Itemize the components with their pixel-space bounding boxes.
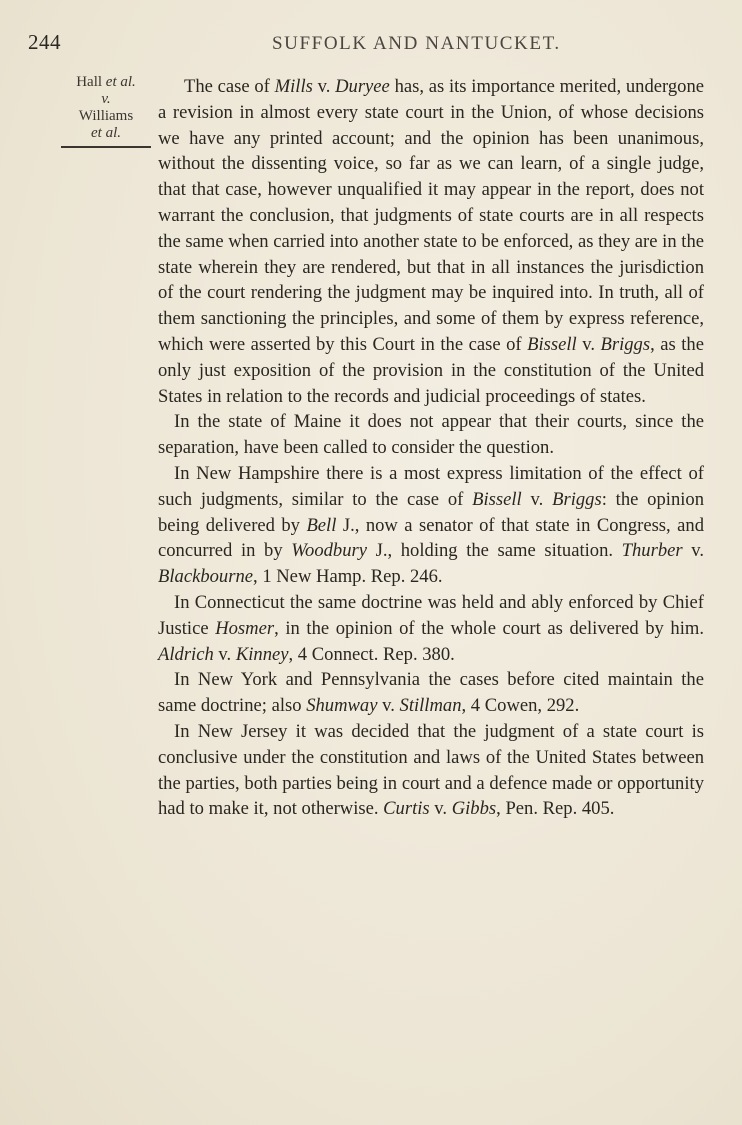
text-segment: J., now a senator of that state in Congress, and concurred in by — [158, 514, 704, 562]
case-citation-italic: Hosmer — [215, 617, 275, 639]
text-segment: v. — [429, 798, 452, 820]
versus: v. — [101, 91, 111, 107]
case-citation-italic: Duryee — [335, 76, 390, 97]
text-segment: , 4 Connect. Rep. 380. — [288, 643, 455, 665]
text-segment: v. — [312, 76, 336, 97]
text-segment: , 4 Cowen, 292. — [461, 695, 580, 717]
case-name-margin-note — [50, 74, 162, 148]
case-citation-italic: Kinney — [235, 643, 289, 665]
text-segment: In the state of Maine it does not appear that their courts, since the separation, have been called to consider the question. — [158, 411, 704, 459]
case-citation-italic: Gibbs — [451, 798, 497, 820]
text-segment: , 1 New Hamp. Rep. 246. — [253, 566, 443, 588]
paragraph — [158, 461, 704, 590]
text-segment: v. — [521, 488, 553, 510]
text-segment: v. — [576, 333, 601, 355]
paragraph — [158, 590, 704, 667]
plaintiff-name: Hall — [76, 74, 103, 90]
page-number: 244 — [28, 30, 61, 54]
margin-note-plaintiff-line — [50, 74, 162, 91]
paragraph — [158, 719, 704, 822]
text-segment: v. — [377, 695, 400, 717]
text-segment: The case of — [184, 76, 275, 97]
text-segment: : the opinion being delivered by — [158, 488, 704, 536]
case-citation-italic: Shumway — [306, 695, 378, 717]
case-citation-italic: Curtis — [383, 798, 430, 820]
text-segment: In New York and Pennsylvania the cases before cited maintain the same doctrine; also — [158, 669, 704, 717]
case-citation-italic: Thurber — [621, 540, 683, 562]
running-title: SUFFOLK AND NANTUCKET. — [272, 33, 561, 54]
text-segment: J., holding the same situation. — [367, 540, 622, 562]
text-segment: , in the opinion of the whole court as delivered by him. — [274, 617, 704, 639]
case-citation-italic: Briggs — [600, 333, 651, 355]
text-segment: v. — [682, 540, 704, 562]
text-segment: In New Jersey it was decided that the judgment of a state court is conclusive under the constitution and laws of the United States between the parties, both parties being in court and a defence made or opportunity had to make it, not otherwise. — [158, 720, 704, 820]
margin-note-rule — [61, 146, 151, 148]
text-segment: v. — [213, 643, 236, 665]
defendant-name: Williams — [78, 108, 134, 124]
case-citation-italic: Woodbury — [291, 540, 367, 562]
et-al: et al. — [105, 74, 136, 90]
text-segment: , Pen. Rep. 405. — [496, 798, 615, 820]
text-segment: In Connecticut the same doctrine was held and ably enforced by Chief Justice — [158, 591, 704, 639]
paragraph — [158, 74, 704, 409]
text-segment: In New Hampshire there is a most express limitation of the effect of such judgments, similar to the case of — [158, 462, 704, 510]
case-citation-italic: Briggs — [552, 488, 602, 510]
paragraph — [158, 667, 704, 719]
paragraph — [158, 409, 704, 461]
text-segment: has, as its importance merited, undergone a revision in almost every state court in the Union, of whose decisions we have any printed account; and the opinion has been unanimous, without the dissenting voice, so far as we can learn, of a single judge, that that case, however unqualified it may appear in the report, does not warrant the conclusion, that judgments of state courts are in all respects the same when carried into another state to be enforced, as they are in the state wherein they are rendered, but that in all instances the jurisdiction of the court rendering the judgment may be inquired into. In truth, all of them sanctioning the principles, and some of them by express reference, which were asserted by this Court in the case of — [158, 76, 704, 355]
case-citation-italic: Stillman — [399, 695, 462, 717]
case-citation-italic: Mills — [274, 76, 313, 97]
case-citation-italic: Bell — [306, 514, 337, 536]
case-citation-italic: Aldrich — [158, 643, 214, 665]
case-citation-italic: Bissell — [472, 488, 522, 510]
et-al: et al. — [91, 125, 121, 141]
case-citation-italic: Blackbourne — [158, 566, 254, 588]
text-segment: , as the only just exposition of the provision in the constitution of the United States in relation to the records and judicial proceedings of states. — [158, 333, 704, 407]
case-citation-italic: Bissell — [527, 333, 577, 355]
body-text — [158, 74, 704, 822]
